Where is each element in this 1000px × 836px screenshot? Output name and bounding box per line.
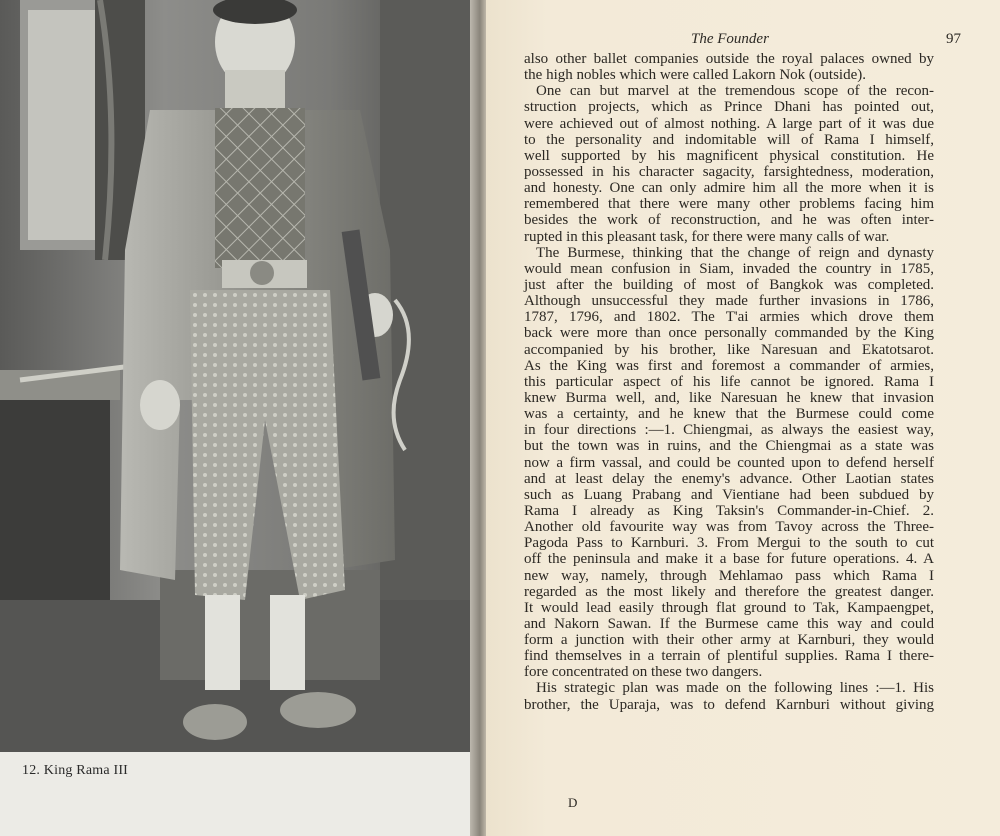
text-line: this particular aspect of his life cannot be ignored. Rama I — [524, 373, 934, 390]
text-line: Rama I already as King Taksin's Commander-in-Chief. 2. — [524, 502, 934, 519]
portrait-plate — [0, 0, 470, 752]
signature-mark: D — [568, 795, 579, 810]
text-line: Pagoda Pass to Karnburi. 3. From Mergui to the south to cut — [524, 535, 934, 552]
text-line: It would lead easily through flat ground to Tak, Kampaengpet, — [524, 599, 934, 616]
text-line: regarded as the most likely and therefore the greatest danger. — [524, 583, 934, 600]
text-line: One can but marvel at the tremendous scope of the recon- — [536, 83, 934, 100]
text-line: in four directions :—1. Chiengmai, as always the easiest way, — [524, 422, 934, 439]
text-line: fore concentrated on these two dangers. — [524, 664, 763, 681]
text-line: and Nakorn Sawan. If the Burmese came this way and could — [524, 615, 934, 632]
text-line: find themselves in a terrain of plentiful supplies. Rama I there- — [524, 648, 934, 665]
text-line: form a junction with their other army at Karnburi, they would — [524, 632, 934, 649]
body-text — [524, 51, 934, 713]
page-number: 97 — [946, 31, 961, 47]
text-line: possessed in his character sagacity, farsightedness, moderation, — [524, 163, 934, 180]
text-line: struction projects, which as Prince Dhani has pointed out, — [524, 99, 934, 116]
text-line: Although unsuccessful they made further invasions in 1786, — [524, 293, 934, 310]
text-line: would mean confusion in Siam, invaded the country in 1785, — [524, 260, 934, 277]
text-line: also other ballet companies outside the royal palaces owned by — [524, 51, 934, 67]
text-line: brother, the Uparaja, was to defend Karnburi without giving — [524, 696, 934, 713]
text-line: and honesty. One can only admire him all the more when it is — [524, 180, 934, 197]
text-line: The Burmese, thinking that the change of reign and dynasty — [536, 244, 934, 261]
text-line: and at least delay the enemy's advance. Other Laotian states — [524, 470, 934, 487]
text-line: remembered that there were many other problems facing him — [524, 196, 934, 213]
text-line: besides the work of reconstruction, and he was often inter- — [524, 212, 934, 229]
text-line: just after the building of most of Bangkok was completed. — [524, 276, 934, 293]
text-line: were achieved out of almost nothing. A large part of it was due — [524, 115, 934, 132]
text-line: 1787, 1796, and 1802. The T'ai armies which drove them — [524, 309, 934, 326]
text-line: was a certainty, and he knew that the Burmese could come — [524, 406, 934, 423]
text-line: but the town was in ruins, and the Chiengmai as a state was — [524, 438, 934, 455]
text-line: Another old favourite way was from Tavoy across the Three- — [524, 519, 934, 536]
text-line: accompanied by his brother, like Naresuan and Ekatotsarot. — [524, 341, 934, 358]
text-line: His strategic plan was made on the following lines :—1. His — [536, 680, 934, 697]
text-line: now a firm vassal, and could be counted upon to defend herself — [524, 454, 934, 471]
plate-caption: 12. King Rama III — [22, 763, 129, 778]
text-line: to the personality and indomitable will of Rama I himself, — [524, 131, 934, 148]
right-page — [486, 0, 1000, 836]
text-line: back were more than once personally commanded by the King — [524, 325, 934, 342]
running-head — [486, 31, 1000, 51]
text-line: well supported by his magnificent physical constitution. He — [524, 147, 934, 164]
text-line: the high nobles which were called Lakorn Nok (outside). — [524, 67, 866, 84]
text-line: As the King was first and foremost a commander of armies, — [524, 357, 934, 374]
text-line: new way, namely, through Mehlamao pass which Rama I — [524, 567, 934, 584]
left-page — [0, 0, 482, 836]
text-line: such as Luang Prabang and Vientiane had been subdued by — [524, 486, 934, 503]
text-line: rupted in this pleasant task, for there were many calls of war. — [524, 228, 890, 245]
text-line: off the peninsula and make it a base for future operations. 4. A — [524, 551, 934, 568]
running-head-title: The Founder — [691, 31, 769, 47]
portrait-illustration — [0, 0, 470, 752]
text-line: knew Burma well, and, like Naresuan he knew that invasion — [524, 389, 934, 406]
